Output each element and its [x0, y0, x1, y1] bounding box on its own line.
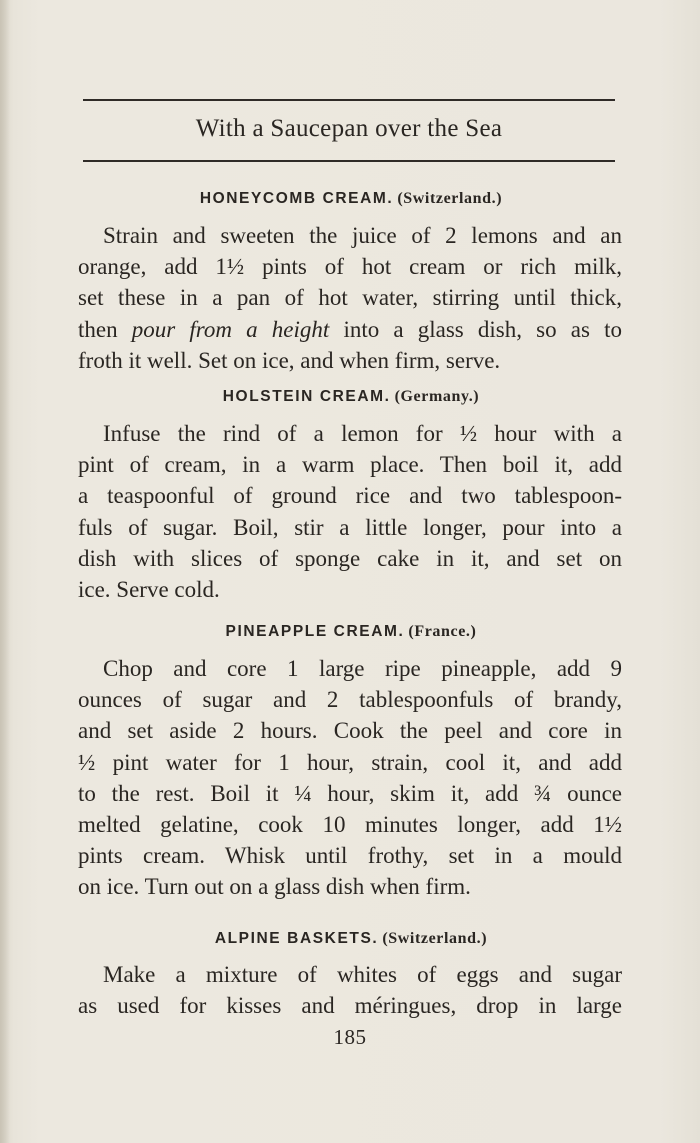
- text-line: orange, add 1½ pints of hot cream or rich milk,: [78, 254, 622, 280]
- recipe-body-pineapple-cream: [78, 653, 622, 903]
- text-line: pints cream. Whisk until frothy, set in a mould: [78, 843, 622, 869]
- text-line: ½ pint water for 1 hour, strain, cool it, and add: [78, 749, 622, 775]
- text-fragment: then: [78, 316, 132, 342]
- recipe-origin: (Germany.): [394, 388, 480, 405]
- spine-shadow: [0, 0, 10, 1143]
- text-line: ounces of sugar and 2 tablespoonfuls of brandy,: [78, 687, 622, 713]
- text-line: Infuse the rind of a lemon for ½ hour with a: [103, 421, 622, 446]
- recipe-title-holstein-cream: [80, 386, 622, 408]
- header-rule-bottom: [83, 160, 615, 162]
- text-line: on ice. Turn out on a glass dish when firm.: [78, 874, 471, 900]
- text-line: Make a mixture of whites of eggs and sugar: [103, 962, 622, 987]
- recipe-body-alpine-baskets: [78, 959, 622, 1021]
- text-line: fuls of sugar. Boil, stir a little longer, pour into a: [78, 514, 622, 540]
- text-line: dish with slices of sponge cake in it, and set on: [78, 545, 622, 571]
- text-line: a teaspoonful of ground rice and two tablespoon-: [78, 483, 622, 509]
- recipe-name: ALPINE BASKETS.: [214, 930, 379, 947]
- text-line: froth it well. Set on ice, and when firm, serve.: [78, 347, 501, 373]
- text-line: to the rest. Boil it ¼ hour, skim it, add ¾ ounce: [78, 780, 622, 806]
- recipe-origin: (Switzerland.): [397, 190, 503, 207]
- italic-phrase: pour from a height: [131, 316, 330, 342]
- text-line: Strain and sweeten the juice of 2 lemons and an: [103, 223, 622, 248]
- text-fragment: into a glass dish, so as to: [329, 316, 622, 342]
- header-rule-top: [83, 99, 615, 101]
- page-number: 185: [333, 1025, 367, 1049]
- text-line: set these in a pan of hot water, stirring until thick,: [78, 285, 622, 311]
- text-line: melted gelatine, cook 10 minutes longer, add 1½: [78, 811, 622, 837]
- recipe-body-honeycomb-cream: [78, 220, 622, 376]
- text-line: ice. Serve cold.: [78, 576, 220, 602]
- recipe-origin: (Switzerland.): [382, 930, 488, 947]
- recipe-name: HOLSTEIN CREAM.: [222, 388, 391, 405]
- text-line: as used for kisses and méringues, drop in large: [78, 993, 622, 1019]
- text-line: [78, 314, 622, 345]
- recipe-origin: (France.): [408, 623, 477, 640]
- recipe-name: PINEAPPLE CREAM.: [225, 623, 405, 640]
- recipe-title-alpine-baskets: [80, 928, 622, 950]
- text-line: and set aside 2 hours. Cook the peel and core in: [78, 718, 622, 744]
- running-head: With a Saucepan over the Sea: [195, 115, 503, 142]
- recipe-name: HONEYCOMB CREAM.: [199, 190, 394, 207]
- recipe-body-holstein-cream: [78, 418, 622, 605]
- recipe-title-pineapple-cream: [80, 621, 622, 643]
- text-line: pint of cream, in a warm place. Then boil it, add: [78, 452, 622, 478]
- text-line: Chop and core 1 large ripe pineapple, add 9: [103, 656, 622, 681]
- recipe-title-honeycomb-cream: [80, 188, 622, 210]
